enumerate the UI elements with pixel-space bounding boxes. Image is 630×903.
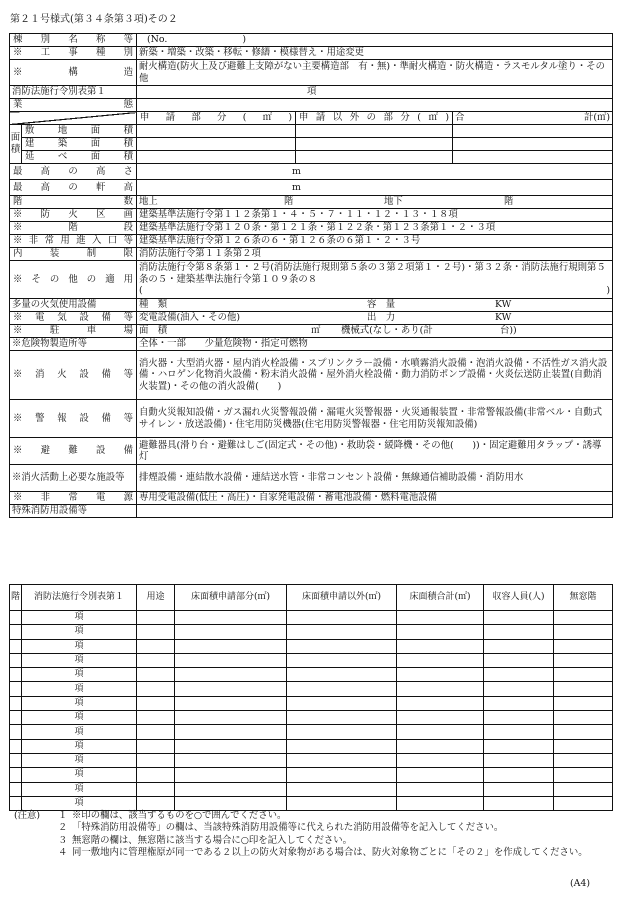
alarm-options[interactable]: 自動火災報知設備・ガス漏れ火災警報設備・漏電火災警報器・火災通報装置・非常警報設備(非常ベル・自動式サイレン・放送設備)・住宅用防災機器(住宅用防災警報器・住宅用防災報知設備): [137, 400, 613, 438]
other-application-label: ※その他の適用: [10, 261, 137, 299]
occupancy-cell[interactable]: [484, 725, 554, 739]
parking-label: ※駐車場: [10, 325, 137, 338]
use-cell[interactable]: [137, 682, 175, 696]
floor-table-row: [10, 796, 613, 810]
other-cell[interactable]: [287, 753, 397, 767]
use-cell[interactable]: [137, 739, 175, 753]
total-cell[interactable]: [397, 782, 484, 796]
site-area-label: 敷地面積: [22, 125, 137, 138]
hazmat-label: ※危険物製造所等: [10, 338, 137, 351]
emergency-entry-options[interactable]: 建築基準法施行令第１２６条の６・第１２６条の６第１・２・３号: [137, 235, 613, 248]
total-col-header: 床面積合計(㎡): [397, 585, 484, 611]
evacuation-label: ※避難設備: [10, 438, 137, 465]
total-cell[interactable]: [397, 796, 484, 810]
other-col-header: 床面積申請以外(㎡): [287, 585, 397, 611]
emergency-power-options[interactable]: 専用受電設備(低圧・高圧)・自家発電設備・蓄電池設備・燃料電池設備: [137, 492, 613, 505]
total-cell[interactable]: [397, 753, 484, 767]
area-col-applying: 申請部分(㎡): [137, 112, 296, 125]
firefighting-options[interactable]: 排煙設備・連結散水設備・連結送水管・非常コンセント設備・無線通信補助設備・消防用水: [137, 465, 613, 492]
other-cell[interactable]: [287, 739, 397, 753]
occupancy-cell[interactable]: [484, 739, 554, 753]
business-label: 業態: [10, 99, 137, 112]
applying-cell[interactable]: [175, 782, 287, 796]
form-title: 第２１号様式(第３４条第３項)その２: [10, 14, 178, 25]
floor-cell[interactable]: [10, 753, 22, 767]
windowless-cell[interactable]: [554, 739, 613, 753]
table-cell[interactable]: 項: [22, 639, 137, 653]
parking-field[interactable]: 面 積 ㎡ 機械式(なし・あり(計 台)): [137, 325, 613, 338]
floor-table-row: [10, 739, 613, 753]
site-area-other[interactable]: [296, 125, 453, 138]
evacuation-options[interactable]: 避難器具(滑り台・避難はしご(固定式・その他)・救助袋・緩降機・その他( ))・固定避難用タラップ・誘導灯: [137, 438, 613, 465]
floor-area-applying[interactable]: [137, 151, 296, 164]
occupancy-cell[interactable]: [484, 639, 554, 653]
structure-options[interactable]: 耐火構造(防火上及び避難上支障がない主要構造部 有・無)・準耐火構造・防火構造・ラスモルタル塗り・その他: [137, 60, 613, 86]
use-cell[interactable]: [137, 796, 175, 810]
building-area-applying[interactable]: [137, 138, 296, 151]
floors-field[interactable]: 地上 階 地下 階: [137, 196, 613, 209]
occupancy-cell[interactable]: [484, 682, 554, 696]
other-cell[interactable]: [287, 711, 397, 725]
fire-equipment-field[interactable]: 種 類 容 量 KW: [137, 299, 613, 312]
building-area-other[interactable]: [296, 138, 453, 151]
note-2: ２ 「特殊消防用設備等」の欄は、当該特殊消防用設備等に代えられた消防用設備等を記入してください。: [58, 822, 504, 834]
table-cell[interactable]: 項: [22, 782, 137, 796]
other-cell[interactable]: [287, 682, 397, 696]
fire-equipment-label: 多量の火気使用設備: [10, 299, 137, 312]
floor-area-label: 延べ面積: [22, 151, 137, 164]
floor-table-row: [10, 711, 613, 725]
other-cell[interactable]: [287, 725, 397, 739]
hazmat-options[interactable]: 全体・一部 少量危険物・指定可燃物: [137, 338, 613, 351]
construction-type-options[interactable]: 新築・増築・改築・移転・修繕・模様替え・用途変更: [137, 47, 613, 60]
total-cell[interactable]: [397, 653, 484, 667]
table-cell[interactable]: 項: [22, 739, 137, 753]
applying-cell[interactable]: [175, 768, 287, 782]
windowless-cell[interactable]: [554, 753, 613, 767]
total-cell[interactable]: [397, 639, 484, 653]
table-cell[interactable]: 項: [22, 653, 137, 667]
applying-cell[interactable]: [175, 668, 287, 682]
total-cell[interactable]: [397, 711, 484, 725]
applying-cell[interactable]: [175, 796, 287, 810]
table-cell[interactable]: 項: [22, 711, 137, 725]
table-cell[interactable]: 項: [22, 753, 137, 767]
special-equipment-field[interactable]: [137, 505, 613, 518]
floors-label: 階数: [10, 196, 137, 209]
table-cell[interactable]: 項: [22, 611, 137, 625]
occupancy-cell[interactable]: [484, 768, 554, 782]
building-area-total[interactable]: [453, 138, 613, 151]
other-application-options[interactable]: 消防法施行令第８条第１・２号(消防法施行規則第５条の３第２項第１・２号)・第３２条・消防法施行規則第５条の５・建築基準法施行令第１０９条の８ ( ): [137, 261, 613, 299]
use-cell[interactable]: [137, 611, 175, 625]
occupancy-cell[interactable]: [484, 753, 554, 767]
use-cell[interactable]: [137, 753, 175, 767]
fire-act-table-field[interactable]: 項: [137, 86, 613, 99]
floor-table-body: [10, 611, 613, 811]
floor-cell[interactable]: [10, 711, 22, 725]
max-eaves-field[interactable]: m: [137, 180, 613, 196]
special-equipment-label: 特殊消防用設備等: [10, 505, 137, 518]
building-info-table: [9, 33, 613, 518]
site-area-applying[interactable]: [137, 125, 296, 138]
total-cell[interactable]: [397, 611, 484, 625]
applying-cell[interactable]: [175, 625, 287, 639]
total-cell[interactable]: [397, 668, 484, 682]
applying-cell[interactable]: [175, 753, 287, 767]
windowless-cell[interactable]: [554, 625, 613, 639]
windowless-cell[interactable]: [554, 639, 613, 653]
floor-cell[interactable]: [10, 639, 22, 653]
emergency-power-label: ※非常電源: [10, 492, 137, 505]
other-cell[interactable]: [287, 668, 397, 682]
windowless-cell[interactable]: [554, 653, 613, 667]
other-cell[interactable]: [287, 653, 397, 667]
windowless-cell[interactable]: [554, 782, 613, 796]
windowless-col-header: 無窓階: [554, 585, 613, 611]
applying-cell[interactable]: [175, 725, 287, 739]
fire-compartment-options[interactable]: 建築基準法施行令第１１２条第１・４・５・７・１１・１２・１３・１８項: [137, 209, 613, 222]
occupancy-col-header: 収容人員(人): [484, 585, 554, 611]
occupancy-cell[interactable]: [484, 782, 554, 796]
total-cell[interactable]: [397, 682, 484, 696]
table-cell[interactable]: 項: [22, 768, 137, 782]
floor-table-row: [10, 653, 613, 667]
total-cell[interactable]: [397, 625, 484, 639]
interior-limit-options[interactable]: 消防法施行令第１１条第２項: [137, 248, 613, 261]
windowless-cell[interactable]: [554, 682, 613, 696]
stairs-options[interactable]: 建築基準法施行令第１２０条・第１２１条・第１２２条・第１２３条第１・２・３項: [137, 222, 613, 235]
windowless-cell[interactable]: [554, 796, 613, 810]
interior-limit-label: 内装制限: [10, 248, 137, 261]
floor-table-row: [10, 725, 613, 739]
use-cell[interactable]: [137, 725, 175, 739]
floor-cell[interactable]: [10, 768, 22, 782]
total-cell[interactable]: [397, 739, 484, 753]
area-col-total: 合 計(㎡): [453, 112, 613, 125]
windowless-cell[interactable]: [554, 696, 613, 710]
table-cell[interactable]: 項: [22, 725, 137, 739]
electrical-label: ※電気設備等: [10, 312, 137, 325]
windowless-cell[interactable]: [554, 768, 613, 782]
extinguishing-options[interactable]: 消火器・大型消火器・屋内消火栓設備・スプリンクラー設備・水噴霧消火設備・泡消火設備・不活性ガス消火設備・ハロゲン化物消火設備・粉末消火設備・屋外消火栓設備・動力消防ポンプ設備・火炎伝送防止装置(自動消火装置)・その他の消火設備( ): [137, 351, 613, 400]
floor-table: [9, 584, 613, 811]
paper-size: (A4): [569, 878, 590, 889]
floor-cell[interactable]: [10, 611, 22, 625]
other-cell[interactable]: [287, 768, 397, 782]
other-cell[interactable]: [287, 796, 397, 810]
area-header-diagonal: [10, 112, 137, 125]
floor-area-other[interactable]: [296, 151, 453, 164]
use-cell[interactable]: [137, 782, 175, 796]
table-cell[interactable]: 項: [22, 796, 137, 810]
use-col-header: 用途: [137, 585, 175, 611]
floor-cell[interactable]: [10, 782, 22, 796]
use-cell[interactable]: [137, 639, 175, 653]
other-cell[interactable]: [287, 696, 397, 710]
use-cell[interactable]: [137, 625, 175, 639]
floor-table-row: [10, 768, 613, 782]
bldg-name-field[interactable]: (No. ): [137, 34, 613, 47]
use-cell[interactable]: [137, 668, 175, 682]
bldg-name-label: 棟別名称等: [10, 34, 137, 47]
table-cell[interactable]: 項: [22, 696, 137, 710]
note-1: (注意) １ ※印の欄は、該当するものを○で囲んでください。: [14, 810, 287, 821]
occupancy-cell[interactable]: [484, 625, 554, 639]
occupancy-cell[interactable]: [484, 611, 554, 625]
site-area-total[interactable]: [453, 125, 613, 138]
max-height-label: 最高の高さ: [10, 164, 137, 180]
business-field[interactable]: [137, 99, 613, 112]
applying-cell[interactable]: [175, 739, 287, 753]
area-group-label: 面積: [10, 125, 22, 164]
occupancy-cell[interactable]: [484, 696, 554, 710]
windowless-cell[interactable]: [554, 668, 613, 682]
applying-cell[interactable]: [175, 639, 287, 653]
floor-cell[interactable]: [10, 696, 22, 710]
windowless-cell[interactable]: [554, 711, 613, 725]
total-cell[interactable]: [397, 768, 484, 782]
floor-col-header: 階: [10, 585, 22, 611]
other-cell[interactable]: [287, 639, 397, 653]
floor-table-row: [10, 625, 613, 639]
occupancy-cell[interactable]: [484, 668, 554, 682]
floor-cell[interactable]: [10, 739, 22, 753]
max-height-field[interactable]: m: [137, 164, 613, 180]
use-cell[interactable]: [137, 768, 175, 782]
floor-table-row: [10, 611, 613, 625]
floor-table-row: [10, 782, 613, 796]
construction-type-label: ※工事種別: [10, 47, 137, 60]
extinguishing-label: ※消火設備等: [10, 351, 137, 400]
applying-cell[interactable]: [175, 653, 287, 667]
floor-table-row: [10, 682, 613, 696]
floor-cell[interactable]: [10, 653, 22, 667]
fire-act-table-label: 消防法施行令別表第１: [10, 86, 137, 99]
table-cell[interactable]: 項: [22, 625, 137, 639]
use-cell[interactable]: [137, 653, 175, 667]
total-cell[interactable]: [397, 696, 484, 710]
other-cell[interactable]: [287, 625, 397, 639]
floor-table-row: [10, 639, 613, 653]
note-4: ４ 同一敷地内に管理権原が同一である２以上の防火対象物がある場合は、防火対象物ごとに「その２」を作成してください。: [58, 847, 588, 859]
use-cell[interactable]: [137, 711, 175, 725]
building-area-label: 建築面積: [22, 138, 137, 151]
firefighting-label: ※消火活動上必要な施設等: [10, 465, 137, 492]
floor-cell[interactable]: [10, 625, 22, 639]
occupancy-cell[interactable]: [484, 653, 554, 667]
use-cell[interactable]: [137, 696, 175, 710]
applying-cell[interactable]: [175, 611, 287, 625]
floor-table-row: [10, 668, 613, 682]
fire-compartment-label: ※防火区画: [10, 209, 137, 222]
total-cell[interactable]: [397, 725, 484, 739]
occupancy-cell[interactable]: [484, 796, 554, 810]
emergency-entry-label: ※非常用進入口等: [10, 235, 137, 248]
windowless-cell[interactable]: [554, 725, 613, 739]
floor-cell[interactable]: [10, 796, 22, 810]
max-eaves-label: 最高の軒高: [10, 180, 137, 196]
electrical-field[interactable]: 変電設備(油入・その他) 出 力 KW: [137, 312, 613, 325]
other-cell[interactable]: [287, 611, 397, 625]
table-cell[interactable]: 項: [22, 668, 137, 682]
table-cell[interactable]: 項: [22, 682, 137, 696]
table-col-header: 消防法施行令別表第１: [22, 585, 137, 611]
occupancy-cell[interactable]: [484, 711, 554, 725]
structure-label: ※構造: [10, 60, 137, 86]
floor-area-total[interactable]: [453, 151, 613, 164]
note-3: ３ 無窓階の欄は、無窓階に該当する場合に○印を記入してください。: [58, 834, 353, 846]
alarm-label: ※警報設備等: [10, 400, 137, 438]
stairs-label: ※階段: [10, 222, 137, 235]
floor-table-row: [10, 753, 613, 767]
applying-col-header: 床面積申請部分(㎡): [175, 585, 287, 611]
applying-cell[interactable]: [175, 682, 287, 696]
other-cell[interactable]: [287, 782, 397, 796]
floor-cell[interactable]: [10, 682, 22, 696]
applying-cell[interactable]: [175, 696, 287, 710]
floor-cell[interactable]: [10, 725, 22, 739]
applying-cell[interactable]: [175, 711, 287, 725]
notes: [14, 810, 614, 860]
floor-table-row: [10, 696, 613, 710]
area-col-other: 申請以外の部分(㎡): [296, 112, 453, 125]
windowless-cell[interactable]: [554, 611, 613, 625]
floor-cell[interactable]: [10, 668, 22, 682]
